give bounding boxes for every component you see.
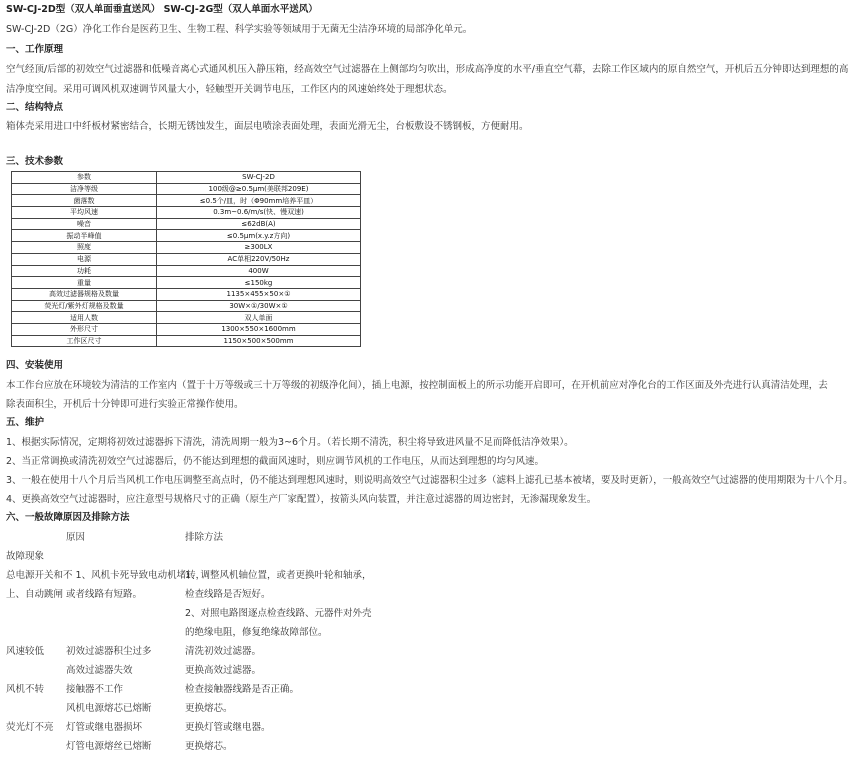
spec-row	[12, 230, 361, 242]
column-header-fix: 排除方法	[185, 532, 224, 543]
spec-param-name: 菌落数	[12, 195, 157, 207]
fault-cause: 风机电源熔芯已熔断	[66, 703, 152, 714]
spec-table	[11, 171, 361, 347]
fault-cause: 或者线路有短路。	[66, 589, 143, 600]
section-install-heading: 四、安装使用	[6, 360, 64, 371]
fault-symptom: 风机不转	[6, 684, 45, 695]
spec-param-name: 工作区尺寸	[12, 335, 157, 347]
column-header-cause: 原因	[66, 532, 86, 543]
spec-row	[12, 335, 361, 347]
spec-row	[12, 218, 361, 230]
spec-param-value: 30W×①/30W×①	[157, 300, 361, 312]
fault-fix: 更换灯管或继电器。	[185, 722, 271, 733]
spec-param-name: 重量	[12, 277, 157, 289]
fault-symptom: 风速较低	[6, 646, 45, 657]
fault-symptom: 荧光灯不亮	[6, 722, 54, 733]
spec-param-name: 适用人数	[12, 312, 157, 324]
fault-fix: 检查接触器线路是否正确。	[185, 684, 300, 695]
fault-cause: 初效过滤器积尘过多	[66, 646, 152, 657]
spec-param-name: 荧光灯/紫外灯规格及数量	[12, 300, 157, 312]
section-principle-heading: 一、工作原理	[6, 44, 64, 55]
spec-param-name: 电源	[12, 253, 157, 265]
fault-fix: 更换熔芯。	[185, 741, 233, 752]
spec-param-value: 100级@≥0.5μm(美联邦209E)	[157, 183, 361, 195]
spec-param-value: 400W	[157, 265, 361, 277]
fault-fix: 更换熔芯。	[185, 703, 233, 714]
spec-param-value: AC单相220V/50Hz	[157, 253, 361, 265]
spec-param-value: ≤150kg	[157, 277, 361, 289]
fault-cause: 接触器不工作	[66, 684, 124, 695]
spec-param-name: 功耗	[12, 265, 157, 277]
fault-fix: 2、对照电路图逐点检查线路、元器件对外壳	[185, 608, 372, 619]
spec-row	[12, 195, 361, 207]
spec-row	[12, 183, 361, 195]
maintenance-item: 4、更换高效空气过滤器时，应注意型号规格尺寸的正确（原生产厂家配置），按箭头风向装置，并注意过滤器的周边密封，无渗漏现象发生。	[6, 494, 597, 505]
fault-fix: 检查线路是否短好。	[185, 589, 271, 600]
spec-param-value: ≤0.5μm(x.y.z方向)	[157, 230, 361, 242]
spec-row	[12, 323, 361, 335]
spec-param-value: 双人单面	[157, 312, 361, 324]
principle-line: 洁净度空间。采用可调风机双速调节风量大小，轻触型开关调节电压，工作区内的风速始终处于理想状态。	[6, 84, 453, 95]
maintenance-item: 2、当正常调换或清洗初效空气过滤器后，仍不能达到理想的截面风速时，则应调节风机的工作电压，从而达到理想的均匀风速。	[6, 456, 545, 467]
fault-fix: 1、调整风机轴位置，或者更换叶轮和轴承，	[185, 570, 372, 581]
spec-param-name: 参数	[12, 172, 157, 184]
spec-param-value: 0.3m~0.6/m/s(快、慢双速)	[157, 207, 361, 219]
fault-fix: 清洗初效过滤器。	[185, 646, 262, 657]
install-line: 除表面积尘，开机后十分钟即可进行实验正常操作使用。	[6, 399, 244, 410]
fault-fix: 的绝缘电阻，修复绝缘故障部位。	[185, 627, 328, 638]
spec-param-name: 外形尺寸	[12, 323, 157, 335]
spec-row	[12, 207, 361, 219]
spec-param-value: 1135×455×50×①	[157, 288, 361, 300]
spec-row	[12, 300, 361, 312]
spec-row	[12, 172, 361, 184]
column-header-symptom: 故障现象	[6, 551, 45, 562]
spec-row	[12, 253, 361, 265]
fault-symptom: 总电源开关和不 1、风机卡死导致电动机堵转，	[6, 570, 206, 581]
section-specs-heading: 三、技术参数	[6, 156, 64, 167]
maintenance-item: 3、一般在使用十八个月后当风机工作电压调整至高点时，仍不能达到理想风速时，则说明高效空气过滤器积尘过多（滤料上滤孔已基本被堵，要及时更新），一般高效空气过滤器的使用期限为十八个月。	[6, 475, 853, 486]
spec-param-value: ≤62dB(A)	[157, 218, 361, 230]
intro-text: SW-CJ-2D（2G）净化工作台是医药卫生、生物工程、科学实验等领域用于无菌无尘洁净环境的局部净化单元。	[6, 24, 473, 35]
section-structure-heading: 二、结构特点	[6, 102, 64, 113]
spec-row	[12, 277, 361, 289]
section-troubleshoot-heading: 六、一般故障原因及排除方法	[6, 512, 130, 523]
spec-param-name: 照度	[12, 242, 157, 254]
fault-cause: 高效过滤器失效	[66, 665, 133, 676]
spec-row	[12, 242, 361, 254]
fault-fix: 更换高效过滤器。	[185, 665, 262, 676]
spec-param-name: 洁净等级	[12, 183, 157, 195]
principle-line: 空气经顶/后部的初效空气过滤器和低噪音离心式通风机压入静压箱，经高效空气过滤器在上侧部均匀吹出，形成高净度的水平/垂直空气幕，去除工作区域内的原自然空气，开机后五分钟即达到理想的高	[6, 64, 849, 75]
spec-row	[12, 288, 361, 300]
spec-param-name: 高效过滤器规格及数量	[12, 288, 157, 300]
section-maintenance-heading: 五、维护	[6, 417, 45, 428]
install-line: 本工作台应放在环境较为清洁的工作室内（置于十万等级或三十万等级的初级净化间），插上电源，按控制面板上的所示功能开启即可，在开机前应对净化台的工作区面及外壳进行认真清洁处理，去	[6, 380, 828, 391]
maintenance-item: 1、根据实际情况，定期将初效过滤器拆下清洗，清洗周期一般为3~6个月。（若长期不清洗，积尘将导致进风量不足而降低洁净效果）。	[6, 437, 574, 448]
spec-param-name: 振动半峰值	[12, 230, 157, 242]
spec-param-value: SW-CJ-2D	[157, 172, 361, 184]
spec-param-value: 1300×550×1600mm	[157, 323, 361, 335]
spec-row	[12, 312, 361, 324]
fault-cause: 灯管或继电器损坏	[66, 722, 143, 733]
structure-text: 箱体壳采用进口中纤板材紧密结合，长期无锈蚀发生，面层电喷涂表面处理，表面光滑无尘，台板敷设不锈钢板，方便耐用。	[6, 121, 529, 132]
document-title: SW-CJ-2D型（双人单面垂直送风） SW-CJ-2G型（双人单面水平送风）	[6, 4, 318, 15]
spec-row	[12, 265, 361, 277]
fault-cause: 灯管电源熔丝已熔断	[66, 741, 152, 752]
spec-param-name: 噪音	[12, 218, 157, 230]
spec-param-name: 平均风速	[12, 207, 157, 219]
spec-param-value: 1150×500×500mm	[157, 335, 361, 347]
spec-param-value: ≤0.5个/皿，时（Φ90mm培养平皿）	[157, 195, 361, 207]
fault-symptom: 上、自动跳闸	[6, 589, 64, 600]
spec-param-value: ≥300LX	[157, 242, 361, 254]
